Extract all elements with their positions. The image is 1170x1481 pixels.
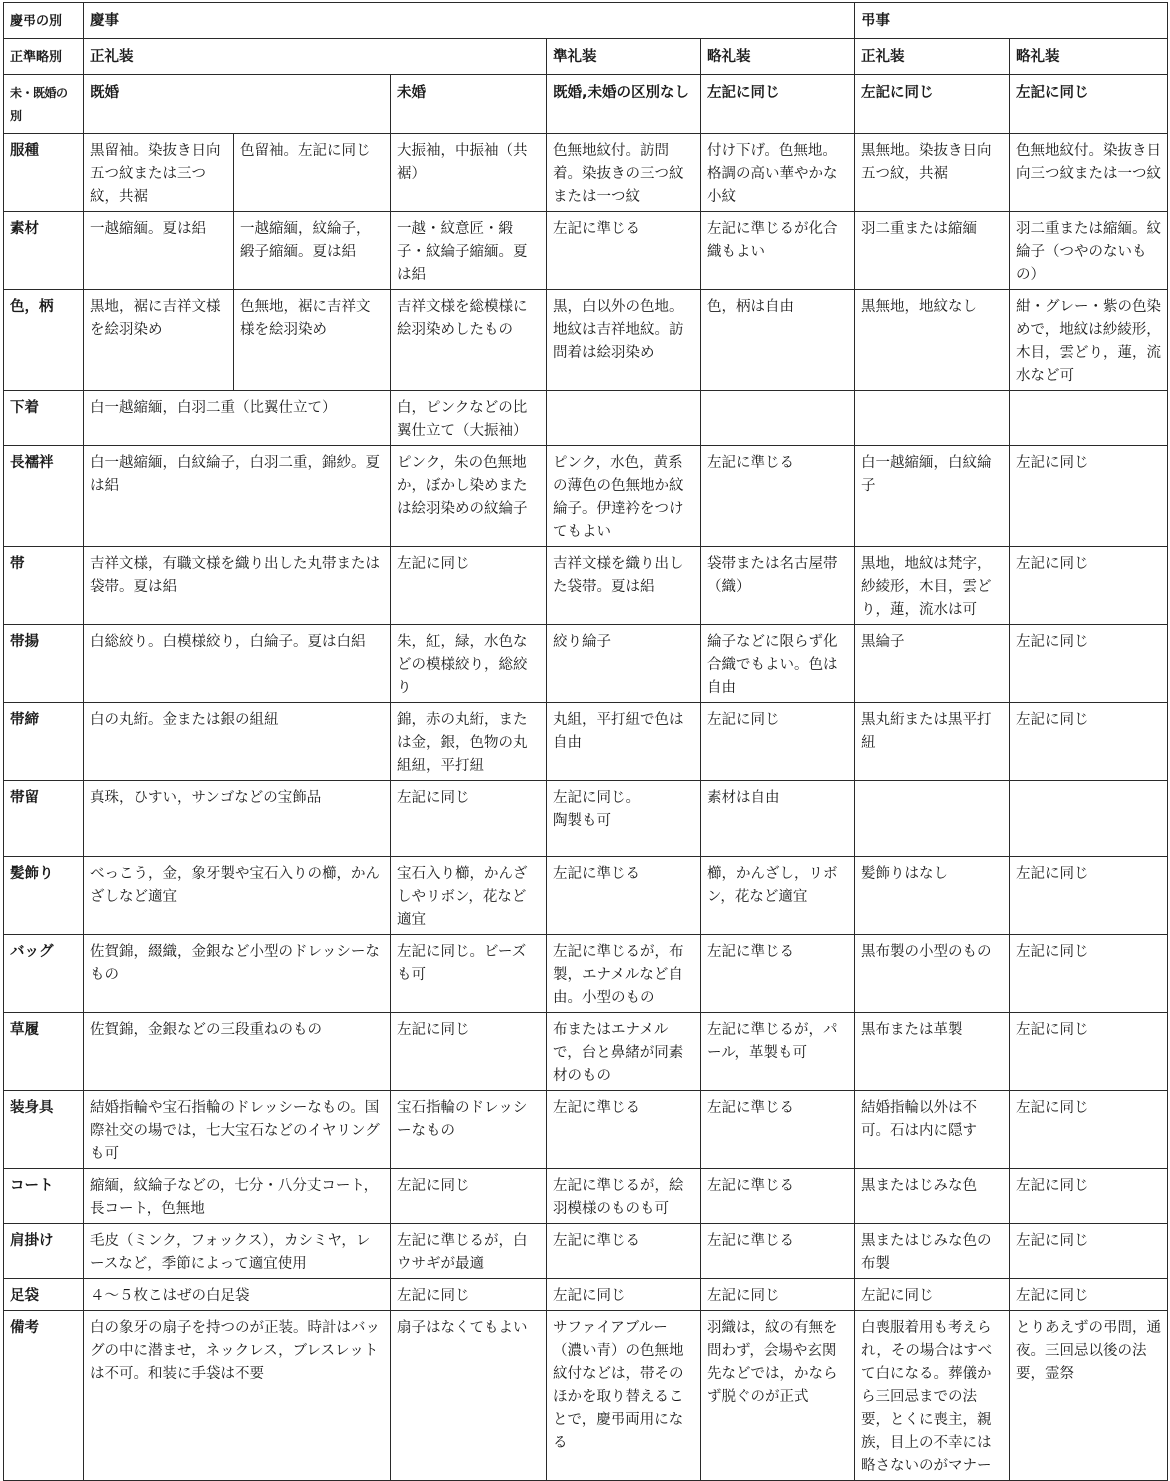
row-label: 足袋	[4, 1279, 84, 1311]
cell: 左記に同じ	[391, 547, 547, 625]
cell: 左記に準じる	[701, 1224, 855, 1279]
cell: 真珠，ひすい，サンゴなどの宝飾品	[84, 781, 391, 857]
cell: 左記に準じるが，パール，革製も可	[701, 1013, 855, 1091]
cell: 黒留袖。染抜き日向五つ紋または三つ紋，共裾	[84, 134, 234, 212]
table-row	[4, 857, 1168, 935]
row-label: 帯留	[4, 781, 84, 857]
table-row	[4, 391, 1168, 446]
cell: 左記に同じ。 陶製も可	[547, 781, 701, 857]
cell: 付け下げ。色無地。格調の高い華やかな小紋	[701, 134, 855, 212]
cell	[547, 391, 701, 446]
cell: 左記に同じ。ビーズも可	[391, 935, 547, 1013]
cell: 左記に同じ	[1010, 625, 1168, 703]
row-label: 帯	[4, 547, 84, 625]
table-row	[4, 446, 1168, 547]
table-row	[4, 1279, 1168, 1311]
row-label: 備考	[4, 1311, 84, 1481]
kimono-dress-code-table	[3, 2, 1168, 1481]
cell: 黒丸絎または黒平打紐	[855, 703, 1010, 781]
cell: 左記に同じ	[1010, 703, 1168, 781]
mourning-formal-marital-header: 左記に同じ	[855, 75, 1010, 134]
cell: 黒またはじみな色の布製	[855, 1224, 1010, 1279]
cell: 大振袖，中振袖（共裾）	[391, 134, 547, 212]
cell: 布またはエナメルで，台と鼻緒が同素材のもの	[547, 1013, 701, 1091]
cell: 黒またはじみな色	[855, 1169, 1010, 1224]
cell: 白一越縮緬，白紋綸子	[855, 446, 1010, 547]
celebration-header: 慶事	[84, 3, 855, 39]
cell: ４～５枚こはぜの白足袋	[84, 1279, 391, 1311]
cell: 黒無地，地紋なし	[855, 290, 1010, 391]
cell: 左記に同じ	[391, 1013, 547, 1091]
event-type-label: 慶弔の別	[4, 3, 84, 39]
row-label: 草履	[4, 1013, 84, 1091]
cell: 吉祥文様，有職文様を織り出した丸帯または袋帯。夏は絽	[84, 547, 391, 625]
informal-header: 略礼装	[701, 39, 855, 75]
cell: 羽二重または縮緬。紋綸子（つやのないもの）	[1010, 212, 1168, 290]
row-label: 装身具	[4, 1091, 84, 1169]
table-row	[4, 1224, 1168, 1279]
cell: 黒，白以外の色地。地紋は吉祥地紋。訪問着は絵羽染め	[547, 290, 701, 391]
cell: 色無地紋付。訪問着。染抜きの三つ紋または一つ紋	[547, 134, 701, 212]
cell: 黒無地。染抜き日向五つ紋，共裾	[855, 134, 1010, 212]
cell: 色留袖。左記に同じ	[234, 134, 391, 212]
row-label: 帯揚	[4, 625, 84, 703]
cell: 櫛，かんざし，リボン，花など適宜	[701, 857, 855, 935]
cell: 左記に準じるが，絵羽模様のものも可	[547, 1169, 701, 1224]
cell: 黒地，裾に吉祥文様を絵羽染め	[84, 290, 234, 391]
row-label: バッグ	[4, 935, 84, 1013]
cell: 左記に同じ	[855, 1279, 1010, 1311]
cell: 左記に同じ	[1010, 1169, 1168, 1224]
cell: 絞り綸子	[547, 625, 701, 703]
mourning-informal-header: 略礼装	[1010, 39, 1168, 75]
cell: 毛皮（ミンク，フォックス），カシミヤ，レースなど，季節によって適宜使用	[84, 1224, 391, 1279]
cell: 白の丸絎。金または銀の組紐	[84, 703, 391, 781]
row-label: 下着	[4, 391, 84, 446]
cell	[1010, 391, 1168, 446]
cell: 白の象牙の扇子を持つのが正装。時計はバッグの中に潜ませ，ネックレス，ブレスレットは不可。和装に手袋は不要	[84, 1311, 391, 1481]
cell: 黒地，地紋は梵字，紗綾形，木目，雲どり，蓮，流水は可	[855, 547, 1010, 625]
cell: 宝石指輪のドレッシーなもの	[391, 1091, 547, 1169]
cell: 結婚指輪以外は不可。石は内に隠す	[855, 1091, 1010, 1169]
cell: 白喪服着用も考えられ，その場合はすべて白になる。葬儀から三回忌までの法要，とくに喪主，親族，目上の不幸には略さないのがマナー	[855, 1311, 1010, 1481]
table-row	[4, 625, 1168, 703]
table-row	[4, 290, 1168, 391]
cell: 左記に準じる	[701, 1091, 855, 1169]
cell: 佐賀錦，金銀などの三段重ねのもの	[84, 1013, 391, 1091]
cell	[1010, 781, 1168, 857]
cell: 朱，紅，緑，水色などの模様絞り，総絞り	[391, 625, 547, 703]
table-row	[4, 212, 1168, 290]
cell: 黒布製の小型のもの	[855, 935, 1010, 1013]
row-label: 長襦袢	[4, 446, 84, 547]
row-label: 肩掛け	[4, 1224, 84, 1279]
cell: 黒布または革製	[855, 1013, 1010, 1091]
table-row	[4, 1091, 1168, 1169]
cell: 羽織は，紋の有無を問わず，会場や玄関先などでは，かならず脱ぐのが正式	[701, 1311, 855, 1481]
table-row	[4, 1311, 1168, 1481]
semi-marital-header: 既婚,未婚の区別なし	[547, 75, 701, 134]
cell: 左記に同じ	[1010, 1013, 1168, 1091]
cell: 左記に準じる	[547, 212, 701, 290]
cell: 素材は自由	[701, 781, 855, 857]
cell: 左記に準じる	[547, 1091, 701, 1169]
mourning-informal-marital-header: 左記に同じ	[1010, 75, 1168, 134]
row-label: 服種	[4, 134, 84, 212]
cell: 左記に準じる	[701, 1169, 855, 1224]
cell: 左記に同じ	[547, 1279, 701, 1311]
cell: 左記に準じる	[547, 1224, 701, 1279]
cell: 縮緬，紋綸子などの，七分・八分丈コート，長コート，色無地	[84, 1169, 391, 1224]
cell: 吉祥文様を総模様に絵羽染めしたもの	[391, 290, 547, 391]
cell: べっこう，金，象牙製や宝石入りの櫛，かんざしなど適宜	[84, 857, 391, 935]
cell: 左記に同じ	[391, 1279, 547, 1311]
cell: ピンク，水色，黄系の薄色の色無地か紋綸子。伊達衿をつけてもよい	[547, 446, 701, 547]
cell: 一越・紋意匠・緞子・紋綸子縮緬。夏は絽	[391, 212, 547, 290]
cell: ピンク，朱の色無地か，ぼかし染めまたは絵羽染めの紋綸子	[391, 446, 547, 547]
unmarried-header: 未婚	[391, 75, 547, 134]
cell: 左記に同じ	[391, 781, 547, 857]
cell: 左記に準じるが，白ウサギが最適	[391, 1224, 547, 1279]
table-row	[4, 935, 1168, 1013]
cell: 扇子はなくてもよい	[391, 1311, 547, 1481]
row-label: 色，柄	[4, 290, 84, 391]
cell	[701, 391, 855, 446]
cell: 左記に準じる	[701, 935, 855, 1013]
formality-label: 正準略別	[4, 39, 84, 75]
marital-label: 未・既婚の別	[4, 75, 84, 134]
cell: 左記に同じ	[1010, 547, 1168, 625]
cell: 綸子などに限らず化合織でもよい。色は自由	[701, 625, 855, 703]
row-label: 素材	[4, 212, 84, 290]
cell: 錦，赤の丸絎，または金，銀，色物の丸組紐，平打紐	[391, 703, 547, 781]
row-label: コート	[4, 1169, 84, 1224]
semi-formal-header: 準礼装	[547, 39, 701, 75]
cell: 丸組，平打紐で色は自由	[547, 703, 701, 781]
cell: 左記に準じるが化合織もよい	[701, 212, 855, 290]
cell: 左記に準じる	[547, 857, 701, 935]
cell: 左記に同じ	[391, 1169, 547, 1224]
cell: 左記に準じる	[701, 446, 855, 547]
cell: 黒綸子	[855, 625, 1010, 703]
cell: 左記に準じるが，布製，エナメルなど自由。小型のもの	[547, 935, 701, 1013]
cell: 一越縮緬。夏は絽	[84, 212, 234, 290]
cell: 色無地紋付。染抜き日向三つ紋または一つ紋	[1010, 134, 1168, 212]
cell: 結婚指輪や宝石指輪のドレッシーなもの。国際社交の場では，七大宝石などのイヤリングも可	[84, 1091, 391, 1169]
table-row	[4, 1013, 1168, 1091]
cell: 紺・グレー・紫の色染めで，地紋は紗綾形，木目，雲どり，蓮，流水など可	[1010, 290, 1168, 391]
cell: 左記に同じ	[1010, 857, 1168, 935]
table-row	[4, 703, 1168, 781]
cell: 白一越縮緬，白紋綸子，白羽二重，錦紗。夏は絽	[84, 446, 391, 547]
cell: 袋帯または名古屋帯（織）	[701, 547, 855, 625]
cell: 一越縮緬，紋綸子，緞子縮緬。夏は絽	[234, 212, 391, 290]
cell: 佐賀錦，綴織，金銀など小型のドレッシーなもの	[84, 935, 391, 1013]
cell: 羽二重または縮緬	[855, 212, 1010, 290]
table-row	[4, 781, 1168, 857]
cell	[855, 391, 1010, 446]
cell: 色，柄は自由	[701, 290, 855, 391]
cell: 左記に同じ	[1010, 935, 1168, 1013]
cell: 白一越縮緬，白羽二重（比翼仕立て）	[84, 391, 391, 446]
cell: 白総絞り。白模様絞り，白綸子。夏は白絽	[84, 625, 391, 703]
cell: 吉祥文様を織り出した袋帯。夏は絽	[547, 547, 701, 625]
formal-header: 正礼装	[84, 39, 547, 75]
cell: 白，ピンクなどの比翼仕立て（大振袖）	[391, 391, 547, 446]
mourning-header: 弔事	[855, 3, 1168, 39]
cell: 宝石入り櫛，かんざしやリボン，花など適宜	[391, 857, 547, 935]
cell: 左記に同じ	[1010, 1279, 1168, 1311]
table-row	[4, 134, 1168, 212]
cell: 左記に同じ	[1010, 1224, 1168, 1279]
row-label: 髪飾り	[4, 857, 84, 935]
row-label: 帯締	[4, 703, 84, 781]
table-row	[4, 547, 1168, 625]
cell: 左記に同じ	[701, 1279, 855, 1311]
table-row	[4, 1169, 1168, 1224]
informal-marital-header: 左記に同じ	[701, 75, 855, 134]
cell: 左記に同じ	[1010, 446, 1168, 547]
cell: 左記に同じ	[701, 703, 855, 781]
cell: 左記に同じ	[1010, 1091, 1168, 1169]
cell: サファイアブルー（濃い青）の色無地紋付などは，帯そのほかを取り替えることで，慶弔両用になる	[547, 1311, 701, 1481]
cell: とりあえずの弔問，通夜。三回忌以後の法要，霊祭	[1010, 1311, 1168, 1481]
married-header: 既婚	[84, 75, 391, 134]
cell: 髪飾りはなし	[855, 857, 1010, 935]
mourning-formal-header: 正礼装	[855, 39, 1010, 75]
cell	[855, 781, 1010, 857]
cell: 色無地，裾に吉祥文様を絵羽染め	[234, 290, 391, 391]
